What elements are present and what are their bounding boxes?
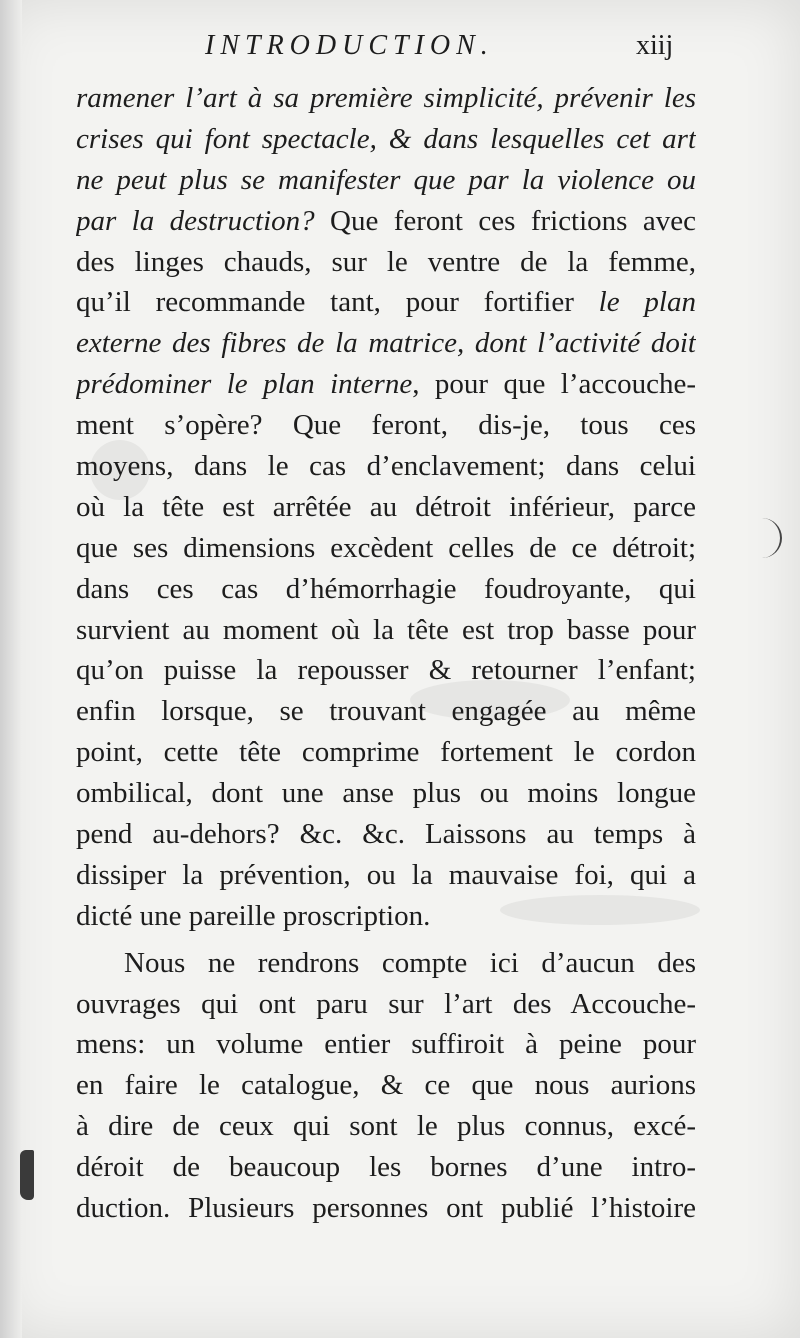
italic-segment: ramener l’art à sa première simplicité, prévenir les [76,82,696,114]
text-line [76,201,696,242]
roman-segment: Que feront ces frictions avec [330,204,696,237]
roman-segment: dissiper la prévention, ou la mauvaise foi, qui a [76,858,696,891]
roman-segment: où la tête est arrêtée au détroit inférieur, parce [76,490,696,523]
roman-segment: dans ces cas d’hémorrhagie foudroyante, qui [76,572,696,605]
page-gutter [0,0,22,1338]
text-line [76,896,696,937]
text-line [76,528,696,569]
running-title: INTRODUCTION. [205,30,494,61]
text-line [76,691,696,732]
text-line [76,487,696,528]
roman-segment: , pour que l’accouche- [412,368,696,401]
roman-segment: survient au moment où la tête est trop basse pour [76,613,696,646]
text-line: en faire le catalogue, & ce que nous aurions [76,1069,696,1102]
text-line [76,814,696,855]
roman-segment: ment s’opère? Que feront, dis-je, tous ces [76,409,696,442]
text-line [76,773,696,814]
margin-mark [762,518,782,558]
text-line [76,282,696,323]
roman-segment: pend au-dehors? &c. &c. Laissons au temps à [76,818,696,851]
italic-segment: le plan [598,286,696,319]
text-line [76,610,696,651]
text-line: mens: un volume entier suffiroit à peine pour [76,1028,696,1061]
italic-segment: prédominer le plan interne [76,368,413,401]
text-line [76,650,696,691]
roman-segment: ombilical, dont une anse plus ou moins longue [76,777,696,810]
text-line [76,364,696,405]
text-line [76,160,696,201]
margin-ink-blot [20,1150,34,1200]
paragraph [76,78,696,937]
roman-segment: que ses dimensions excèdent celles de ce détroit; [76,531,696,564]
text-line [76,732,696,773]
text-line: Nous ne rendrons compte ici d’aucun des [124,946,696,979]
italic-segment: externe des fibres de la matrice, dont l’activité doit [76,327,696,360]
text-line: à dire de ceux qui sont le plus connus, excé- [76,1110,696,1143]
page-header [0,30,800,70]
italic-segment: par la destruction? [76,204,331,237]
page-number: xiij [636,30,674,61]
roman-segment: point, cette tête comprime fortement le cordon [76,736,696,769]
text-line: ouvrages qui ont paru sur l’art des Accouche- [76,987,696,1020]
text-line [76,323,696,364]
paragraph [76,943,696,1229]
text-line [76,242,696,283]
italic-segment: crises qui font spectacle, & dans lesquelles cet art [76,122,696,155]
roman-segment: qu’on puisse la repousser & retourner l’enfant; [76,654,696,687]
text-line [76,78,696,119]
text-line: duction. Plusieurs personnes ont publié l’histoire [76,1192,696,1225]
text-line: déroit de beaucoup les bornes d’une intro- [76,1151,696,1184]
text-line [76,569,696,610]
roman-segment: des linges chauds, sur le ventre de la femme, [76,245,696,278]
text-line [76,855,696,896]
text-line [76,405,696,446]
text-line [76,446,696,487]
roman-segment: moyens, dans le cas d’enclavement; dans celui [76,450,696,483]
roman-segment: qu’il recommande tant, pour fortifier [76,286,599,319]
body-text [76,78,696,1229]
roman-segment: enfin lorsque, se trouvant engagée au même [76,695,696,728]
text-line [76,119,696,160]
italic-segment: ne peut plus se manifester que par la violence ou [76,163,696,196]
roman-segment: dicté une pareille proscription. [76,899,431,932]
